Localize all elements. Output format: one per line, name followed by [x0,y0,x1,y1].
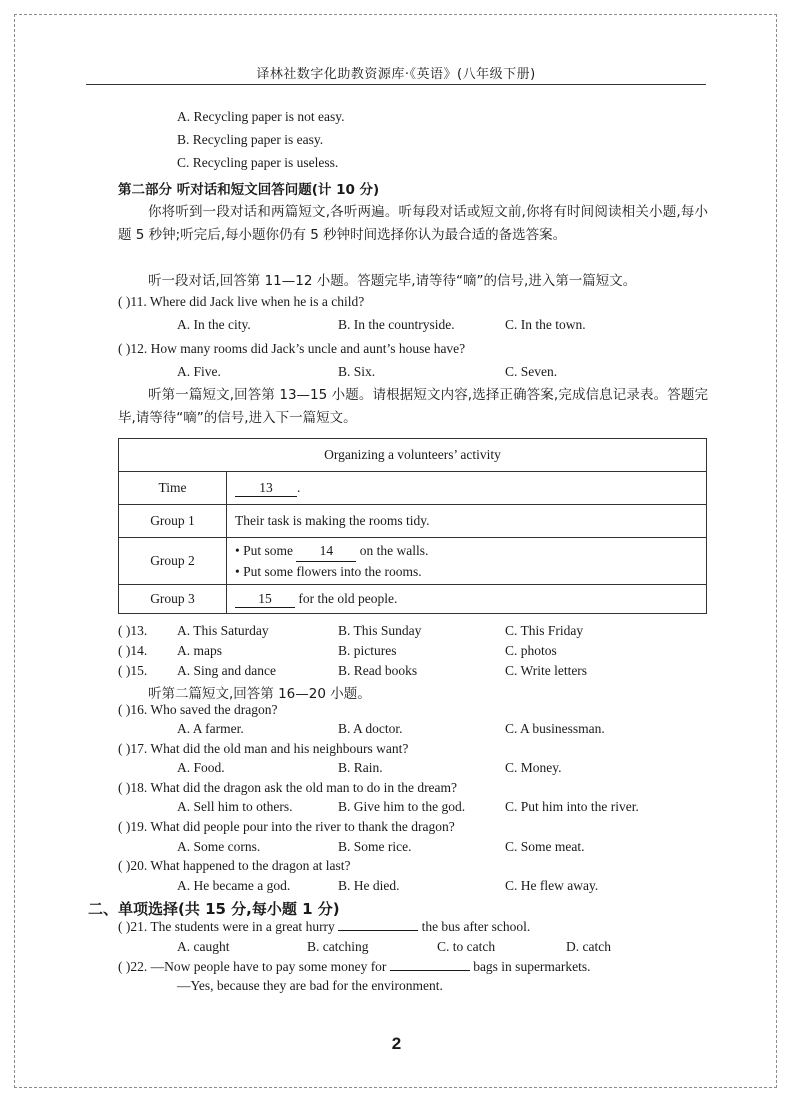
q17-option-c: C. Money. [505,760,562,775]
time-period: . [297,479,301,495]
row-label-time: Time [119,472,227,505]
q15-num: ( )15. [118,663,148,678]
q21-option-b: B. catching [307,939,369,954]
q22-line2: —Yes, because they are bad for the environment. [177,978,443,993]
q19-option-a: A. Some corns. [177,839,261,854]
q10-option-b: B. Recycling paper is easy. [177,132,324,147]
q10-option-a: A. Recycling paper is not easy. [177,109,345,124]
q16-option-b: B. A doctor. [338,721,403,736]
row-content-time [227,472,707,505]
q11-stem: ( )11. Where did Jack live when he is a child? [118,294,365,309]
page-number: 2 [391,1034,402,1053]
q21-option-d: D. catch [566,939,611,954]
passage1-instruction: 听第一篇短文,回答第 13—15 小题。请根据短文内容,选择正确答案,完成信息记录表。答题完毕,请等待“嘀”的信号,进入下一篇短文。 [118,387,708,426]
q18-option-b: B. Give him to the god. [338,799,466,814]
q21-option-a: A. caught [177,939,230,954]
blank-15: 15 [235,591,295,608]
q12-option-c: C. Seven. [505,364,558,379]
q13-option-a: A. This Saturday [177,623,269,638]
q18-stem: ( )18. What did the dragon ask the old man to do in the dream? [118,780,458,795]
row-label-group1: Group 1 [119,505,227,538]
q13-num: ( )13. [118,623,148,638]
q20-option-c: C. He flew away. [505,878,599,893]
q10-option-c: C. Recycling paper is useless. [177,155,339,170]
q22-stem-pre: ( )22. —Now people have to pay some money for [118,959,387,974]
q17-stem: ( )17. What did the old man and his neighbours want? [118,741,409,756]
q13-option-c: C. This Friday [505,623,584,638]
q11-option-c: C. In the town. [505,317,586,332]
q20-option-a: A. He became a god. [177,878,291,893]
part2-intro: 你将听到一段对话和两篇短文,各听两遍。听每段对话或短文前,你将有时间阅读相关小题,每小题 5 秒钟;听完后,每小题你仍有 5 秒钟时间选择你认为最合适的备选答案。 [118,204,708,243]
row-label-group2: Group 2 [119,538,227,585]
q21-option-c: C. to catch [437,939,496,954]
q17-option-a: A. Food. [177,760,225,775]
q19-option-b: B. Some rice. [338,839,412,854]
info-record-table [118,438,707,614]
q19-stem: ( )19. What did people pour into the river to thank the dragon? [118,819,455,834]
q13-option-b: B. This Sunday [338,623,422,638]
row-content-group2 [227,538,707,585]
blank-14: 14 [296,541,356,562]
group2-bullet1-post: on the walls. [359,542,429,558]
table-title: Organizing a volunteers’ activity [119,439,707,472]
header-rule [86,84,706,85]
q22-blank [390,970,470,971]
q14-option-b: B. pictures [338,643,397,658]
q22-stem [118,959,591,975]
q15-option-b: B. Read books [338,663,418,678]
q14-option-a: A. maps [177,643,222,658]
blank-13: 13 [235,480,297,497]
q14-option-c: C. photos [505,643,557,658]
q11-option-b: B. In the countryside. [338,317,455,332]
q21-stem-post: the bus after school. [421,919,531,934]
q21-blank [338,930,418,931]
q17-option-b: B. Rain. [338,760,383,775]
part2-title: 第二部分 听对话和短文回答问题(计 10 分) [118,182,380,198]
q21-stem-pre: ( )21. The students were in a great hurry [118,919,335,934]
q16-option-a: A. A farmer. [177,721,244,736]
q16-option-c: C. A businessman. [505,721,605,736]
row-content-group3 [227,585,707,614]
q12-option-b: B. Six. [338,364,376,379]
q12-option-a: A. Five. [177,364,221,379]
row-content-group1: Their task is making the rooms tidy. [227,505,707,538]
group3-text: for the old people. [298,590,398,606]
q16-stem: ( )16. Who saved the dragon? [118,702,278,717]
group2-bullet2: • Put some flowers into the rooms. [235,563,422,579]
dialogue-instruction: 听一段对话,回答第 11—12 小题。答题完毕,请等待“嘀”的信号,进入第一篇短文。 [148,273,637,289]
q11-option-a: A. In the city. [177,317,251,332]
q22-stem-post: bags in supermarkets. [473,959,591,974]
q12-stem: ( )12. How many rooms did Jack’s uncle and aunt’s house have? [118,341,466,356]
q18-option-a: A. Sell him to others. [177,799,293,814]
passage2-instruction: 听第二篇短文,回答第 16—20 小题。 [148,686,371,702]
section2-title: 二、单项选择(共 15 分,每小题 1 分) [88,900,340,918]
page-header: 译林社数字化助教资源库·《英语》(八年级下册) [256,67,536,82]
group2-bullet1-pre: • Put some [235,542,293,558]
row-label-group3: Group 3 [119,585,227,614]
q15-option-a: A. Sing and dance [177,663,276,678]
q18-option-c: C. Put him into the river. [505,799,639,814]
q14-num: ( )14. [118,643,148,658]
q20-option-b: B. He died. [338,878,400,893]
q15-option-c: C. Write letters [505,663,588,678]
q19-option-c: C. Some meat. [505,839,585,854]
q20-stem: ( )20. What happened to the dragon at last? [118,858,351,873]
q21-stem [118,919,530,935]
